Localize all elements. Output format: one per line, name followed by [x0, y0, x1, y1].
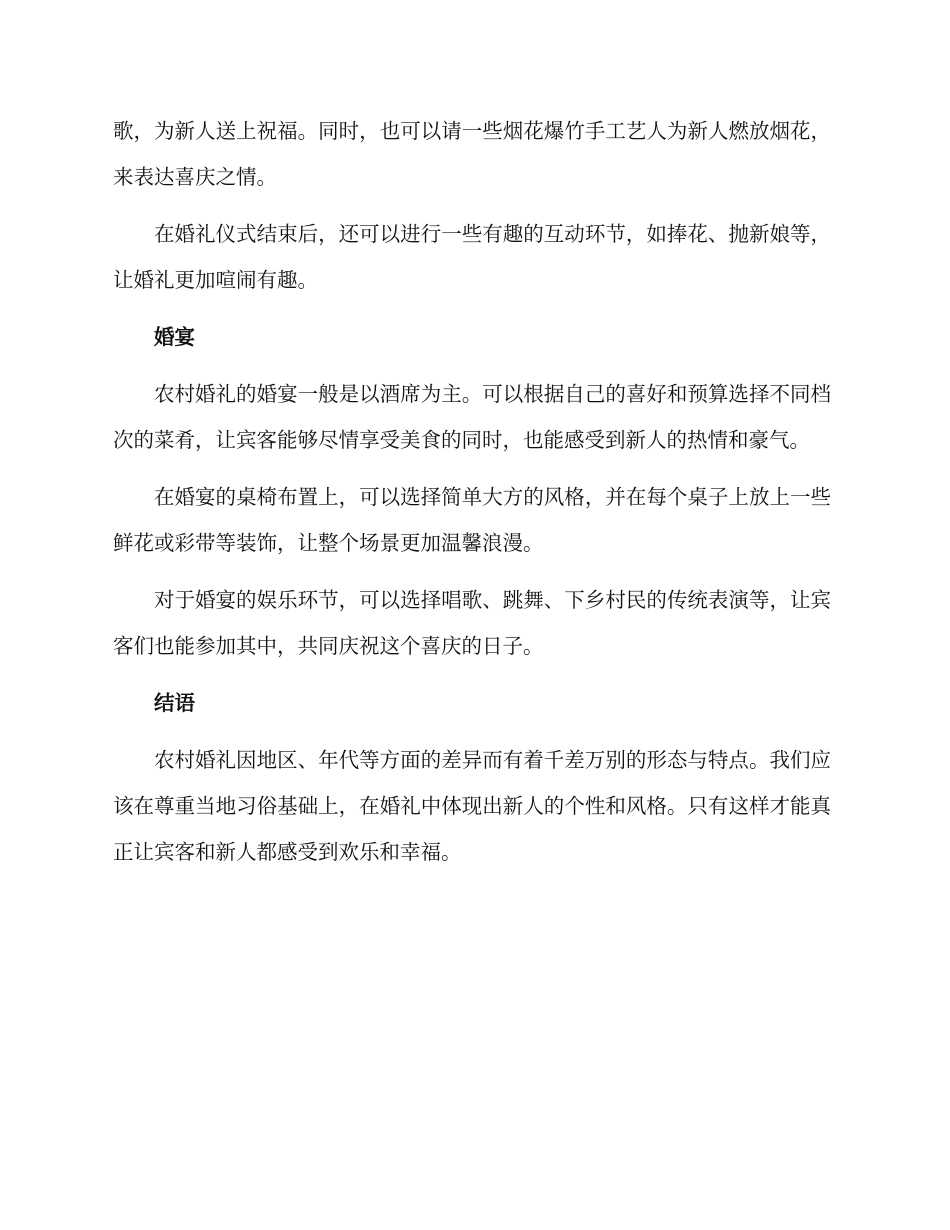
document-page	[113, 108, 831, 886]
paragraph-conclusion: 农村婚礼因地区、年代等方面的差异而有着千差万别的形态与特点。我们应该在尊重当地习俗基础上，在婚礼中体现出新人的个性和风格。只有这样才能真正让宾客和新人都感受到欢乐和幸福。	[113, 748, 831, 864]
section-heading-banquet: 婚宴	[154, 325, 195, 349]
paragraph-banquet-decoration: 在婚宴的桌椅布置上，可以选择简单大方的风格，并在每个桌子上放上一些鲜花或彩带等装饰，让整个场景更加温馨浪漫。	[113, 485, 831, 555]
paragraph-banquet-entertainment: 对于婚宴的娱乐环节，可以选择唱歌、跳舞、下乡村民的传统表演等，让宾客们也能参加其中，共同庆祝这个喜庆的日子。	[113, 588, 831, 658]
section-heading-conclusion: 结语	[154, 691, 195, 715]
paragraph-banquet-food: 农村婚礼的婚宴一般是以酒席为主。可以根据自己的喜好和预算选择不同档次的菜肴，让宾客能够尽情享受美食的同时，也能感受到新人的热情和豪气。	[113, 382, 831, 452]
paragraph-continuation: 歌，为新人送上祝福。同时，也可以请一些烟花爆竹手工艺人为新人燃放烟花，来表达喜庆之情。	[113, 119, 831, 189]
paragraph-interaction: 在婚礼仪式结束后，还可以进行一些有趣的互动环节，如捧花、抛新娘等，让婚礼更加喧闹有趣。	[113, 222, 831, 292]
